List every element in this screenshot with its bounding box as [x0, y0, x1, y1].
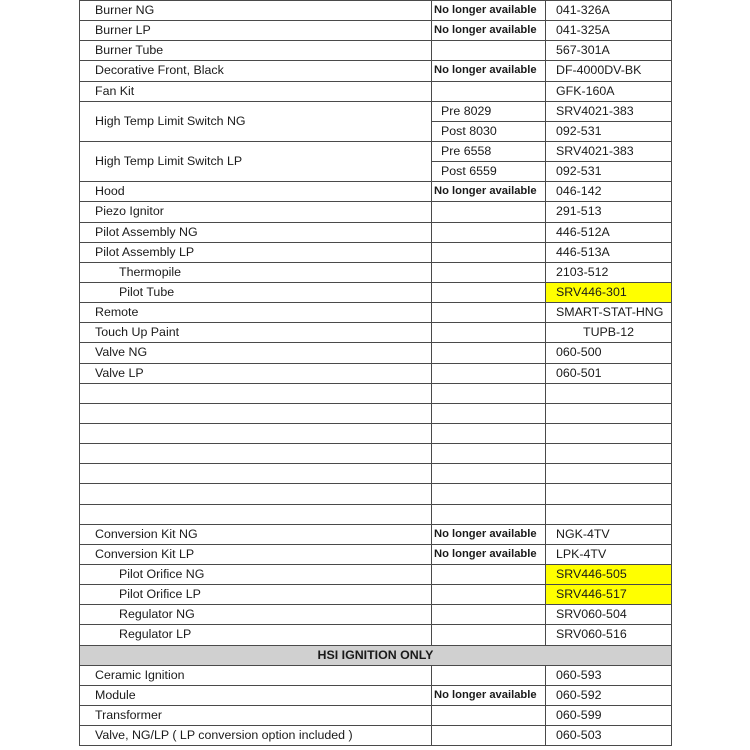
- table-row: [80, 323, 672, 343]
- part-name: Piezo Ignitor: [80, 202, 432, 222]
- part-number: 446-513A: [546, 242, 672, 262]
- empty-cell: [80, 464, 432, 484]
- empty-cell: [432, 484, 546, 504]
- availability-note: [432, 242, 546, 262]
- availability-note: No longer available: [432, 182, 546, 202]
- empty-cell: [80, 484, 432, 504]
- table-row: [80, 605, 672, 625]
- part-number: SRV446-505: [546, 564, 672, 584]
- availability-note: [432, 343, 546, 363]
- empty-cell: [80, 504, 432, 524]
- table-row: [80, 685, 672, 705]
- part-name: Remote: [80, 303, 432, 323]
- part-number: SRV4021-383: [546, 141, 672, 161]
- part-name: Valve NG: [80, 343, 432, 363]
- availability-note: No longer available: [432, 1, 546, 21]
- empty-row: [80, 464, 672, 484]
- empty-cell: [80, 423, 432, 443]
- availability-note: No longer available: [432, 21, 546, 41]
- table-row: [80, 81, 672, 101]
- availability-note: [432, 625, 546, 645]
- availability-note: [432, 282, 546, 302]
- empty-row: [80, 423, 672, 443]
- part-number: 2103-512: [546, 262, 672, 282]
- availability-note: [432, 303, 546, 323]
- part-name: Regulator LP: [80, 625, 432, 645]
- availability-note: [432, 726, 546, 746]
- table-row: [80, 202, 672, 222]
- availability-note: [432, 585, 546, 605]
- availability-note: No longer available: [432, 544, 546, 564]
- table-row: [80, 564, 672, 584]
- availability-note: [432, 81, 546, 101]
- part-name: Valve LP: [80, 363, 432, 383]
- part-number: SRV060-504: [546, 605, 672, 625]
- part-number: TUPB-12: [546, 323, 672, 343]
- part-number: SRV4021-383: [546, 101, 672, 121]
- table-row: [80, 726, 672, 746]
- empty-cell: [546, 423, 672, 443]
- part-name: Conversion Kit NG: [80, 524, 432, 544]
- table-row: [80, 222, 672, 242]
- serial-range: Post 8030: [432, 121, 546, 141]
- part-name: Valve, NG/LP ( LP conversion option included ): [80, 726, 432, 746]
- table-row: [80, 343, 672, 363]
- empty-row: [80, 444, 672, 464]
- empty-cell: [546, 444, 672, 464]
- part-number: 041-326A: [546, 1, 672, 21]
- empty-row: [80, 484, 672, 504]
- serial-range: Pre 8029: [432, 101, 546, 121]
- table-row: [80, 61, 672, 81]
- empty-cell: [80, 383, 432, 403]
- table-row: [80, 1, 672, 21]
- part-name: Decorative Front, Black: [80, 61, 432, 81]
- empty-cell: [80, 444, 432, 464]
- part-number: GFK-160A: [546, 81, 672, 101]
- part-number: 060-500: [546, 343, 672, 363]
- part-number: 060-599: [546, 705, 672, 725]
- part-number: DF-4000DV-BK: [546, 61, 672, 81]
- availability-note: No longer available: [432, 524, 546, 544]
- table-row: [80, 41, 672, 61]
- availability-note: [432, 262, 546, 282]
- part-number: 060-593: [546, 665, 672, 685]
- table-row: [80, 21, 672, 41]
- empty-cell: [432, 504, 546, 524]
- table-row: [80, 141, 672, 161]
- part-number: 041-325A: [546, 21, 672, 41]
- part-number: 060-501: [546, 363, 672, 383]
- empty-cell: [546, 484, 672, 504]
- part-name: High Temp Limit Switch NG: [80, 101, 432, 141]
- serial-range: Pre 6558: [432, 141, 546, 161]
- table-row: [80, 524, 672, 544]
- part-number: 092-531: [546, 162, 672, 182]
- empty-row: [80, 403, 672, 423]
- part-number: SRV060-516: [546, 625, 672, 645]
- part-number: 567-301A: [546, 41, 672, 61]
- part-number: 046-142: [546, 182, 672, 202]
- part-name: Ceramic Ignition: [80, 665, 432, 685]
- part-number: 446-512A: [546, 222, 672, 242]
- table-row: [80, 262, 672, 282]
- table-row: [80, 363, 672, 383]
- table-row: [80, 705, 672, 725]
- part-number: 092-531: [546, 121, 672, 141]
- part-name: Pilot Orifice NG: [80, 564, 432, 584]
- table-row: [80, 665, 672, 685]
- parts-table: [79, 0, 672, 746]
- part-name: Hood: [80, 182, 432, 202]
- empty-cell: [546, 504, 672, 524]
- table-row: [80, 625, 672, 645]
- part-number: 291-513: [546, 202, 672, 222]
- availability-note: No longer available: [432, 61, 546, 81]
- empty-cell: [546, 403, 672, 423]
- empty-cell: [432, 403, 546, 423]
- part-name: Pilot Orifice LP: [80, 585, 432, 605]
- availability-note: [432, 363, 546, 383]
- empty-cell: [432, 423, 546, 443]
- part-name: Regulator NG: [80, 605, 432, 625]
- part-name: Touch Up Paint: [80, 323, 432, 343]
- section-header-row: [80, 645, 672, 665]
- availability-note: [432, 605, 546, 625]
- part-name: Transformer: [80, 705, 432, 725]
- part-number: 060-592: [546, 685, 672, 705]
- part-number: SMART-STAT-HNG: [546, 303, 672, 323]
- availability-note: [432, 41, 546, 61]
- availability-note: [432, 665, 546, 685]
- part-number: SRV446-301: [546, 282, 672, 302]
- table-row: [80, 544, 672, 564]
- availability-note: [432, 202, 546, 222]
- availability-note: [432, 705, 546, 725]
- part-name: Fan Kit: [80, 81, 432, 101]
- part-name: Pilot Tube: [80, 282, 432, 302]
- part-number: LPK-4TV: [546, 544, 672, 564]
- part-name: Burner LP: [80, 21, 432, 41]
- empty-cell: [432, 444, 546, 464]
- serial-range: Post 6559: [432, 162, 546, 182]
- part-name: Thermopile: [80, 262, 432, 282]
- empty-cell: [432, 464, 546, 484]
- part-name: Burner Tube: [80, 41, 432, 61]
- table-row: [80, 242, 672, 262]
- part-name: Pilot Assembly LP: [80, 242, 432, 262]
- section-title: HSI IGNITION ONLY: [80, 645, 672, 665]
- part-number: SRV446-517: [546, 585, 672, 605]
- part-number: NGK-4TV: [546, 524, 672, 544]
- table-row: [80, 585, 672, 605]
- part-name: High Temp Limit Switch LP: [80, 141, 432, 181]
- part-name: Conversion Kit LP: [80, 544, 432, 564]
- availability-note: [432, 222, 546, 242]
- part-name: Burner NG: [80, 1, 432, 21]
- empty-row: [80, 504, 672, 524]
- empty-cell: [546, 383, 672, 403]
- empty-cell: [80, 403, 432, 423]
- table-row: [80, 303, 672, 323]
- part-number: 060-503: [546, 726, 672, 746]
- availability-note: [432, 323, 546, 343]
- empty-cell: [432, 383, 546, 403]
- availability-note: No longer available: [432, 685, 546, 705]
- empty-row: [80, 383, 672, 403]
- table-row: [80, 101, 672, 121]
- part-name: Module: [80, 685, 432, 705]
- table-row: [80, 282, 672, 302]
- parts-table-body: [80, 1, 672, 746]
- part-name: Pilot Assembly NG: [80, 222, 432, 242]
- empty-cell: [546, 464, 672, 484]
- availability-note: [432, 564, 546, 584]
- table-row: [80, 182, 672, 202]
